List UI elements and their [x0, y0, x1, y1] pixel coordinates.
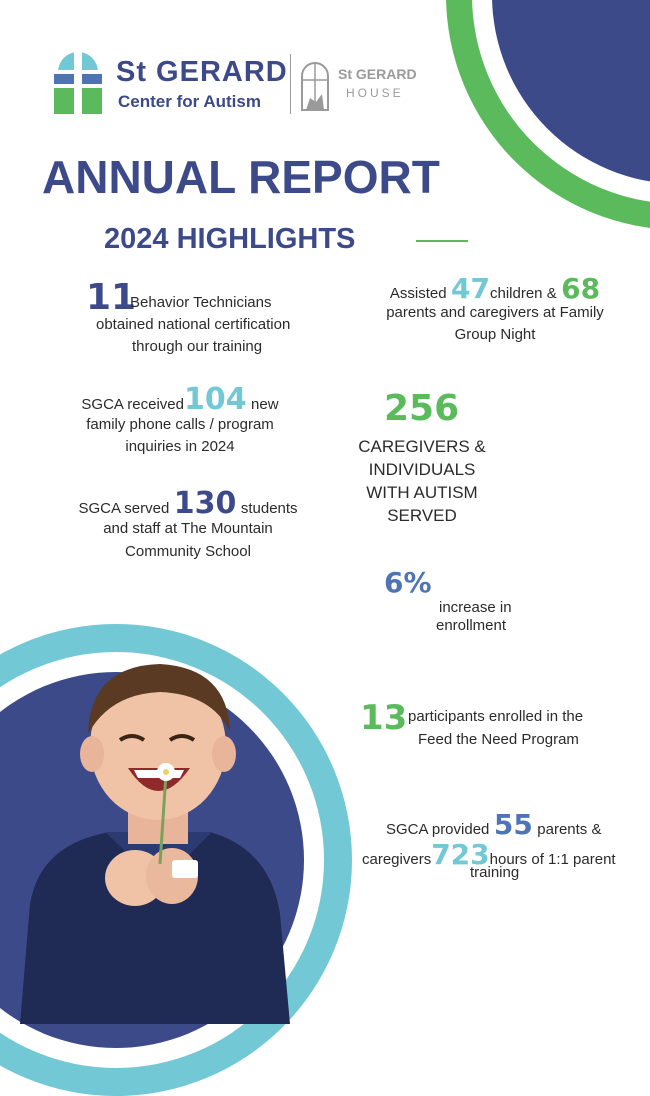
stat-feed-number: 13: [360, 698, 408, 738]
stat-training-number1: 55: [493, 808, 533, 841]
page-title: ANNUAL REPORT: [42, 151, 440, 203]
stat-technicians-number: 11: [86, 277, 137, 318]
stat-family-night-line3: Group Night: [454, 326, 536, 343]
stat-students-post: students: [240, 500, 298, 517]
stat-family-night-pre: Assisted: [389, 285, 447, 302]
logo-divider: [290, 54, 291, 114]
stat-served-total-line3: WITH AUTISM: [366, 483, 478, 502]
house-name: St GERARD: [338, 66, 417, 82]
subtitle-rule: [416, 240, 468, 242]
brand-subtitle: Center for Autism: [118, 92, 261, 111]
stat-family-night-number2: 68: [561, 272, 601, 305]
house-subtitle: HOUSE: [346, 86, 404, 100]
stat-training-post: parents &: [537, 821, 602, 838]
stat-technicians-line1: Behavior Technicians: [130, 294, 272, 311]
stat-family-night-mid: children &: [490, 285, 557, 302]
stat-training-line3: training: [470, 864, 520, 881]
stat-training-line2-post: hours of 1:1 parent: [489, 851, 616, 868]
stat-training-number2: 723: [431, 838, 490, 871]
stat-students-line2: and staff at The Mountain: [103, 520, 273, 537]
stat-enrollment-line1: increase in: [439, 599, 512, 616]
stat-students-number: 130: [173, 486, 237, 521]
stat-family-night-line2: parents and caregivers at Family: [386, 304, 604, 321]
child-photo: [0, 654, 300, 1024]
brand-name: St GERARD: [116, 56, 288, 88]
stat-served-total-line2: INDIVIDUALS: [368, 460, 476, 479]
stat-technicians-line2: obtained national certification: [96, 316, 291, 333]
cross-logo-icon: [54, 48, 102, 116]
stat-served-total-line4: SERVED: [387, 506, 457, 525]
logo: [54, 48, 424, 118]
stat-calls-post: new: [251, 396, 279, 413]
stat-served-total-line1: CAREGIVERS &: [358, 437, 486, 456]
stat-feed-line1: participants enrolled in the: [408, 708, 584, 725]
house-window-icon: [300, 60, 330, 112]
stat-enrollment-line2: enrollment: [436, 617, 507, 634]
page-subtitle: 2024 HIGHLIGHTS: [104, 223, 356, 255]
stat-family-night-number1: 47: [451, 272, 490, 305]
stat-calls-line2: family phone calls / program: [86, 416, 274, 433]
stat-served-total-number: 256: [384, 388, 460, 429]
stat-calls-pre: SGCA received: [81, 396, 184, 413]
stat-enrollment-number: 6%: [384, 566, 432, 599]
stat-students-pre: SGCA served: [78, 500, 170, 517]
stat-technicians-line3: through our training: [132, 338, 263, 355]
stat-calls-line3: inquiries in 2024: [125, 438, 235, 455]
stat-training-pre: SGCA provided: [386, 821, 490, 838]
stat-feed-line2: Feed the Need Program: [418, 731, 579, 748]
stat-training-line2-pre: caregivers: [362, 851, 432, 868]
stat-students-line3: Community School: [125, 543, 251, 560]
stat-calls-number: 104: [183, 382, 247, 417]
